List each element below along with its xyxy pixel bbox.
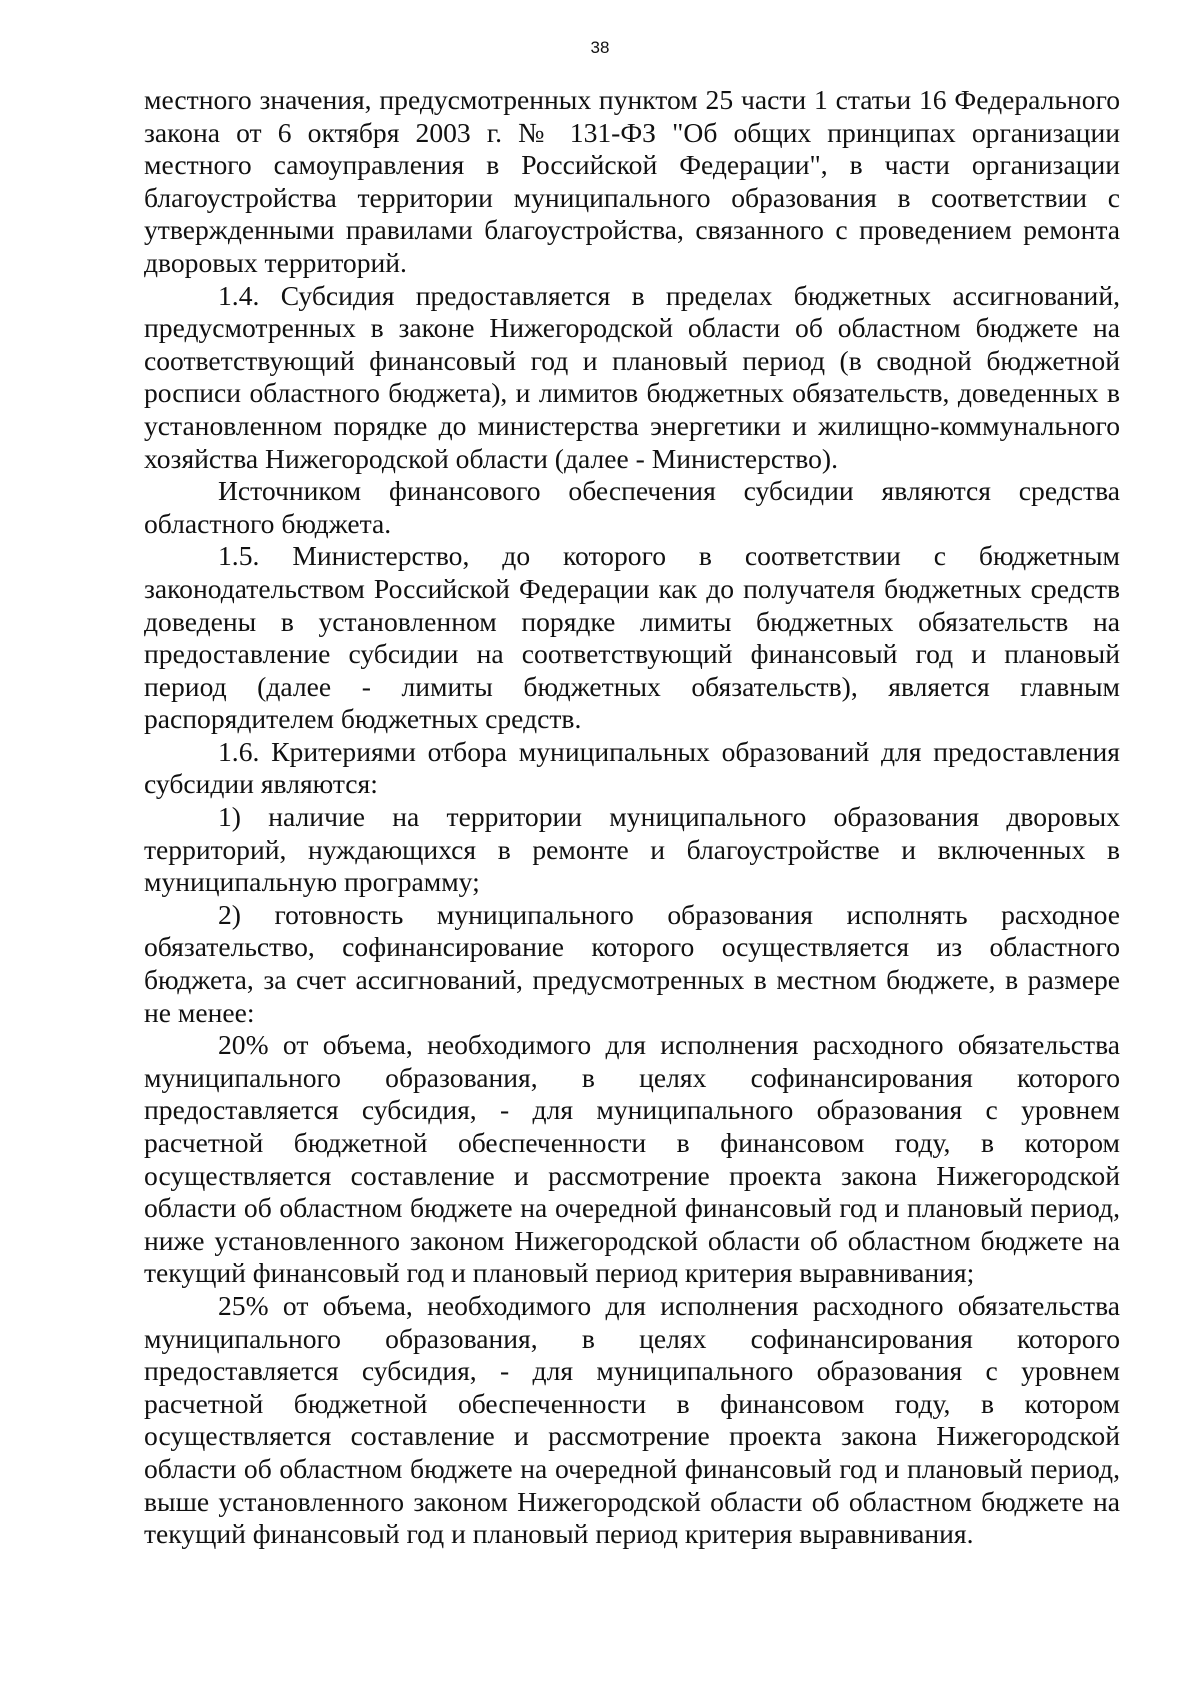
page-number: 38 [590, 38, 610, 57]
paragraph-1-5: 1.5. Министерство, до которого в соответствии с бюджетным законодательством Российской Федерации как до получателя бюджетных средств доведены в установленном порядке лимиты бюджетных обязательств на предоставление субсидии на соответствующий финансовый год и плановый период (далее - лимиты бюджетных обязательств), является главным распорядителем бюджетных средств. [144, 540, 1120, 735]
paragraph-1-4: 1.4. Субсидия предоставляется в пределах бюджетных ассигнований, предусмотренных в законе Нижегородской области об областном бюджете на соответствующий финансовый год и плановый период (в сводной бюджетной росписи областного бюджета), и лимитов бюджетных обязательств, доведенных в установленном порядке до министерства энергетики и жилищно-коммунального хозяйства Нижегородской области (далее - Министерство). [144, 279, 1120, 474]
criterion-2: 2) готовность муниципального образования исполнять расходное обязательство, софинансирование которого осуществляется из областного бюджета, за счет ассигнований, предусмотренных в местном бюджете, в размере не менее: [144, 898, 1120, 1028]
document-body [144, 84, 1120, 1551]
cofinancing-25-percent: 25% от объема, необходимого для исполнения расходного обязательства муниципального образования, в целях софинансирования которого предоставляется субсидия, - для муниципального образования с уровнем расчетной бюджетной обеспеченности в финансовом году, в котором осуществляется составление и рассмотрение проекта закона Нижегородской области об областном бюджете на очередной финансовый год и плановый период, выше установленного законом Нижегородской области об областном бюджете на текущий финансовый год и плановый период критерия выравнивания. [144, 1289, 1120, 1550]
paragraph-1-6: 1.6. Критериями отбора муниципальных образований для предоставления субсидии являются: [144, 735, 1120, 800]
paragraph-continuation: местного значения, предусмотренных пунктом 25 части 1 статьи 16 Федерального закона от 6 октября 2003 г. № 131-ФЗ "Об общих принципах организации местного самоуправления в Российской Федерации", в части организации благоустройства территории муниципального образования в соответствии с утвержденными правилами благоустройства, связанного с проведением ремонта дворовых территорий. [144, 84, 1120, 278]
criterion-1: 1) наличие на территории муниципального образования дворовых территорий, нуждающихся в ремонте и благоустройстве и включенных в муниципальную программу; [144, 801, 1120, 898]
cofinancing-20-percent: 20% от объема, необходимого для исполнения расходного обязательства муниципального образования, в целях софинансирования которого предоставляется субсидия, - для муниципального образования с уровнем расчетной бюджетной обеспеченности в финансовом году, в котором осуществляется составление и рассмотрение проекта закона Нижегородской области об областном бюджете на очередной финансовый год и плановый период, ниже установленного законом Нижегородской области об областном бюджете на текущий финансовый год и плановый период критерия выравнивания; [144, 1029, 1120, 1289]
paragraph-funding-source: Источником финансового обеспечения субсидии являются средства областного бюджета. [144, 475, 1120, 539]
